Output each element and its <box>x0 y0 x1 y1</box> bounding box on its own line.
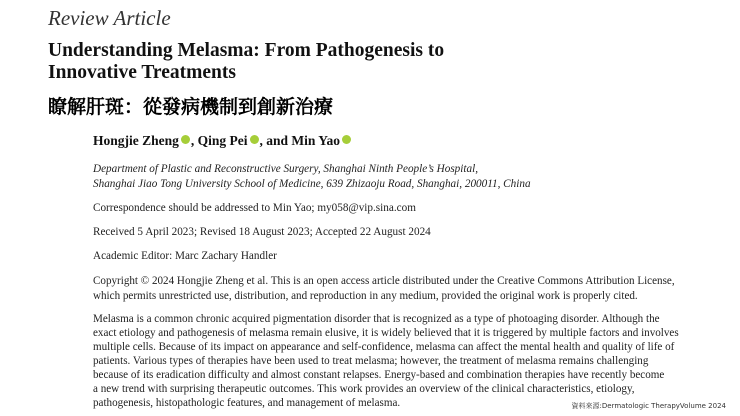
chinese-title: 瞭解肝斑：從發病機制到創新治療 <box>48 96 334 118</box>
copyright-line: Copyright © 2024 Hongjie Zheng et al. This is an open access article distributed under the Creative Commons Attribution License, <box>93 275 675 287</box>
author-name[interactable]: Qing Pei <box>197 133 248 148</box>
abstract-line: exact etiology and pathogenesis of melasma remain elusive, it is widely believed that it is triggered by multiple factors and involves <box>93 327 679 339</box>
article-title <box>48 40 444 84</box>
abstract-line: patients. Various types of therapies have been used to treat melasma; however, the treatment of melasma remains challenging <box>93 355 649 367</box>
abstract-line: pathogenesis, histopathologic features, and management of melasma. <box>93 397 401 409</box>
article-title-line-2: Innovative Treatments <box>48 62 236 83</box>
affiliation-line: Department of Plastic and Reconstructive Surgery, Shanghai Ninth People’s Hospital, <box>93 163 478 175</box>
copyright-line: which permits unrestricted use, distribution, and reproduction in any medium, provided the original work is properly cited. <box>93 290 638 302</box>
affiliation-line: Shanghai Jiao Tong University School of Medicine, 639 Zhizaoju Road, Shanghai, 200011, China <box>93 178 531 190</box>
article-title-line-1: Understanding Melasma: From Pathogenesis to <box>48 40 445 61</box>
academic-editor: Academic Editor: Marc Zachary Handler <box>93 250 277 262</box>
author-separator: , <box>190 133 198 148</box>
orcid-icon[interactable] <box>342 135 351 144</box>
author-name[interactable]: Hongjie Zheng <box>93 133 179 148</box>
orcid-icon[interactable] <box>250 135 259 144</box>
abstract-line: because of its eradication difficulty and almost constant relapses. Energy-based and combination therapies have recently become <box>93 369 665 381</box>
author-list <box>93 133 352 149</box>
correspondence: Correspondence should be addressed to Min Yao; my058@vip.sina.com <box>93 202 416 214</box>
author-separator: , and <box>259 133 292 148</box>
abstract-line: multiple cells. Because of its impact on appearance and self-confidence, melasma can affect the mental health and quality of life of <box>93 341 675 353</box>
orcid-icon[interactable] <box>181 135 190 144</box>
source-note: 資料來源:Dermatologic TherapyVolume 2024 <box>571 402 726 410</box>
abstract-line: a new trend with surprising therapeutic outcomes. This work provides an overview of the clinical characteristics, etiology, <box>93 383 635 395</box>
author-name[interactable]: Min Yao <box>291 133 341 148</box>
article-dates: Received 5 April 2023; Revised 18 August 2023; Accepted 22 August 2024 <box>93 226 431 238</box>
abstract-line: Melasma is a common chronic acquired pigmentation disorder that is recognized as a type of photoaging disorder. Although the <box>93 313 660 325</box>
article-type-label: Review Article <box>48 6 171 30</box>
